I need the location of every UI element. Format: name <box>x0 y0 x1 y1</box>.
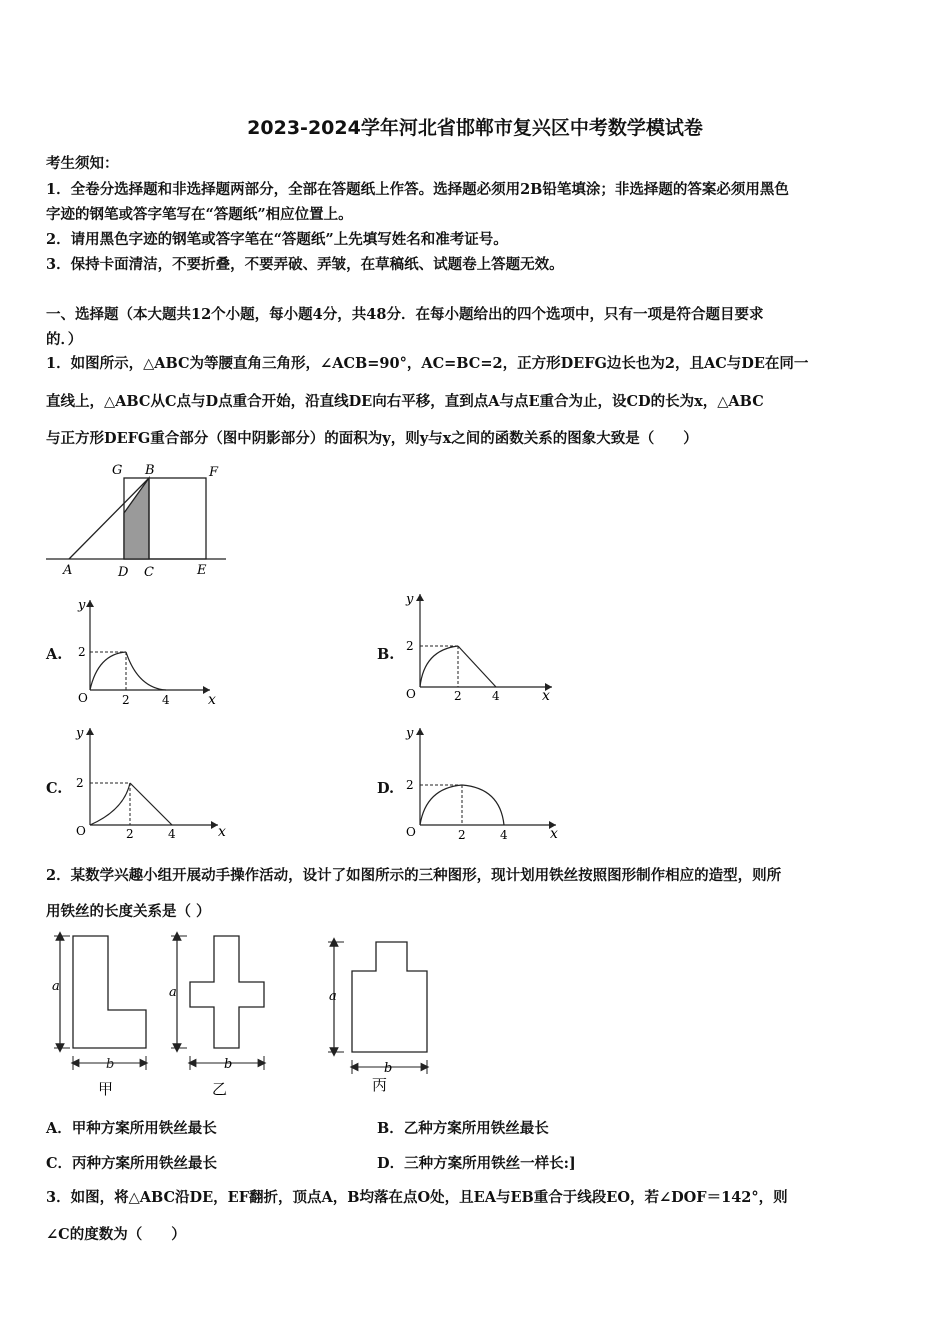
label-a-bing: a <box>329 989 337 1004</box>
q2-figure <box>40 928 440 1100</box>
tick-x-2: 2 <box>454 689 462 703</box>
label-G: G <box>112 463 123 478</box>
axis-x-label: x <box>218 824 226 840</box>
tick-y-2: 2 <box>406 639 414 653</box>
notice-item-3: 3．保持卡面清洁，不要折叠，不要弄破、弄皱，在草稿纸、试题卷上答题无效。 <box>46 256 564 273</box>
q1-text-1: 1．如图所示，△ABC为等腰直角三角形，∠ACB=90°，AC=BC=2，正方形DEFG边长也为2，且AC与DE在同一 <box>46 355 809 372</box>
q2-option-c[interactable]: C．丙种方案所用铁丝最长 <box>46 1155 218 1172</box>
label-b-jia: b <box>106 1057 115 1072</box>
axis-x-label: x <box>550 826 558 842</box>
shape-jia <box>52 936 146 1098</box>
tick-x-4: 4 <box>492 689 500 703</box>
tick-x-4: 4 <box>168 827 176 841</box>
graph-option-c <box>70 722 240 842</box>
label-D: D <box>118 565 129 580</box>
tick-x-4: 4 <box>162 693 170 707</box>
tick-x-2: 2 <box>126 827 134 841</box>
notice-item-1-cont: 字迹的钢笔或答字笔写在“答题纸”相应位置上。 <box>46 206 353 223</box>
axis-x-label: x <box>542 688 550 704</box>
graph-option-d <box>400 722 570 842</box>
page-title: 2023-2024学年河北省邯郸市复兴区中考数学模试卷 <box>247 117 703 139</box>
q3-text-2: ∠C的度数为（ ） <box>46 1226 186 1243</box>
axis-y-label: y <box>78 598 86 613</box>
q1-option-d[interactable]: D. <box>377 780 395 797</box>
origin-label: O <box>406 825 416 839</box>
q1-option-b[interactable]: B. <box>377 646 395 663</box>
label-F: F <box>209 465 219 480</box>
label-A: A <box>63 563 73 578</box>
label-B: B <box>145 463 155 478</box>
q2-option-b[interactable]: B．乙种方案所用铁丝最长 <box>377 1120 549 1137</box>
label-C: C <box>144 565 154 580</box>
graph-option-b <box>400 588 560 706</box>
origin-label: O <box>78 691 88 705</box>
label-b-yi: b <box>224 1057 233 1072</box>
tick-x-2: 2 <box>122 693 130 707</box>
section-heading: 一、选择题（本大题共12个小题，每小题4分，共48分．在每小题给出的四个选项中，只有一项是符合题目要求 <box>46 306 764 323</box>
axis-y-label: y <box>406 592 414 607</box>
q2-option-d[interactable]: D．三种方案所用铁丝一样长:] <box>377 1155 576 1172</box>
axis-y-label: y <box>76 726 84 741</box>
graph-option-a <box>70 592 220 707</box>
label-yi: 乙 <box>212 1080 228 1098</box>
q1-figure <box>44 458 230 580</box>
label-E: E <box>197 563 207 578</box>
axis-y-label: y <box>406 726 414 741</box>
shape-yi <box>169 936 264 1098</box>
label-a-jia: a <box>52 979 60 994</box>
tick-x-2: 2 <box>458 828 466 842</box>
label-jia: 甲 <box>98 1080 114 1098</box>
notice-item-2: 2．请用黑色字迹的钢笔或答字笔在“答题纸”上先填写姓名和准考证号。 <box>46 231 508 248</box>
origin-label: O <box>406 687 416 701</box>
notice-item-1: 1．全卷分选择题和非选择题两部分，全部在答题纸上作答。选择题必须用2B铅笔填涂；非选择题的答案必须用黑色 <box>46 181 789 198</box>
q1-option-c[interactable]: C. <box>46 780 63 797</box>
shape-bing <box>328 942 427 1094</box>
q2-text-2: 用铁丝的长度关系是（ ） <box>46 903 211 920</box>
tick-y-2: 2 <box>406 778 414 792</box>
tick-x-4: 4 <box>500 828 508 842</box>
q1-option-a[interactable]: A. <box>46 646 63 663</box>
q1-text-2: 直线上，△ABC从C点与D点重合开始，沿直线DE向右平移，直到点A与点E重合为止，设CD的长为x，△ABC <box>46 393 764 410</box>
label-a-yi: a <box>169 985 177 1000</box>
notice-heading: 考生须知： <box>46 155 119 172</box>
origin-label: O <box>76 824 86 838</box>
q2-option-a[interactable]: A．甲种方案所用铁丝最长 <box>46 1120 217 1137</box>
q2-text-1: 2．某数学兴趣小组开展动手操作活动，设计了如图所示的三种图形，现计划用铁丝按照图形制作相应的造型，则所 <box>46 867 782 884</box>
q1-text-3: 与正方形DEFG重合部分（图中阴影部分）的面积为y，则y与x之间的函数关系的图象大致是（ ） <box>46 430 698 447</box>
axis-x-label: x <box>208 692 216 707</box>
tick-y-2: 2 <box>78 645 86 659</box>
label-b-bing: b <box>384 1061 393 1076</box>
tick-y-2: 2 <box>76 776 84 790</box>
label-bing: 丙 <box>372 1076 388 1094</box>
q3-text-1: 3．如图，将△ABC沿DE，EF翻折，顶点A，B均落在点O处，且EA与EB重合于线段EO，若∠DOF＝142°，则 <box>46 1189 788 1206</box>
section-heading-cont: 的．） <box>46 331 83 348</box>
